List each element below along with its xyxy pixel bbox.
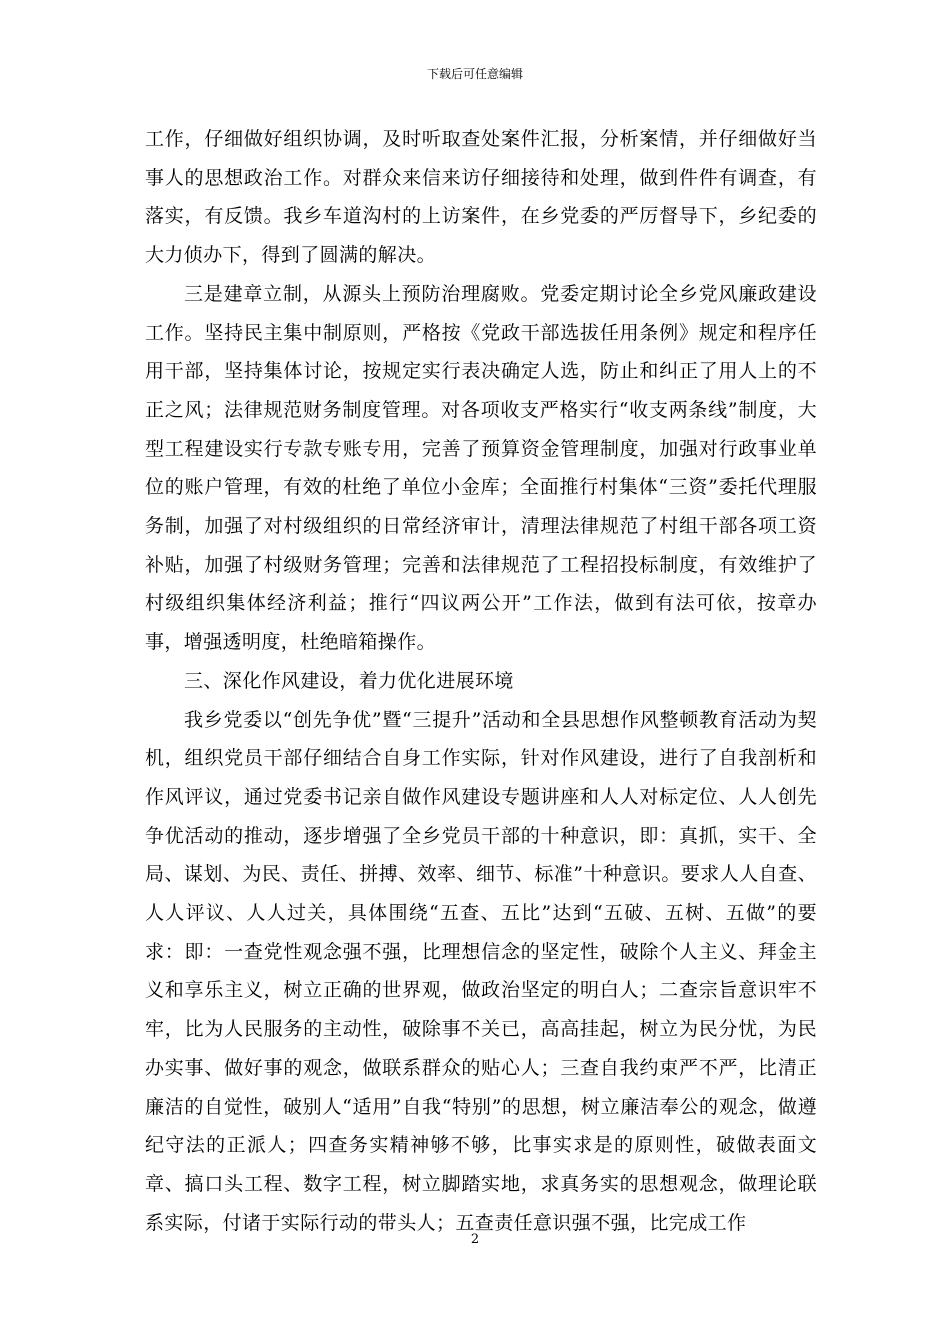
section-heading: 三、深化作风建设，着力优化进展环境 — [184, 669, 514, 692]
paragraph-continuation: 工作，仔细做好组织协调，及时听取查处案件汇报，分析案情，并仔细做好当事人的思想政治工作。对群众来信来访仔细接待和处理，做到件件有调查，有落实，有反馈。我乡车道沟村的上访案件，在乡党委的严厉督导下，乡纪委的大力侦办下，得到了圆满的解决。 — [145, 128, 817, 267]
document-body — [145, 120, 817, 1242]
page-header: 下载后可任意编辑 — [426, 67, 523, 81]
paragraph-work-style: 我乡党委以“创先争优”暨“三提升”活动和全县思想作风整顿教育活动为契机，组织党员干部仔细结合自身工作实际，针对作风建设，进行了自我剖析和作风评议，通过党委书记亲自做作风建设专题讲座和人人对标定位、人人创先争优活动的推动，逐步增强了全乡党员干部的十种意识，即：真抓，实干、全局、谋划、为民、责任、拼搏、效率、细节、标准”十种意识。要求人人自查、人人评议、人人过关，具体围绕“五查、五比”达到“五破、五树、五做”的要求：即：一查党性观念强不强，比理想信念的坚定性，破除个人主义、拜金主义和享乐主义，树立正确的世界观，做政治坚定的明白人；二查宗旨意识牢不牢，比为人民服务的主动性，破除事不关已，高高挂起，树立为民分忧，为民办实事、做好事的观念，做联系群众的贴心人；三查自我约束严不严，比清正廉洁的自觉性，破别人“适用”自我“特别”的思想，树立廉洁奉公的观念，做遵纪守法的正派人；四查务实精神够不够，比事实求是的原则性，破做表面文章、搞口头工程、数字工程，树立脚踏实地，求真务实的思想观念，做理论联系实际，付诸于实际行动的带头人；五查责任意识强不强，比完成工作 — [145, 708, 817, 1234]
page-number: 2 — [470, 1232, 480, 1247]
paragraph-institution-building: 三是建章立制，从源头上预防治理腐败。党委定期讨论全乡党风廉政建设工作。坚持民主集中制原则，严格按《党政干部选拔任用条例》规定和程序任用干部，坚持集体讨论，按规定实行表决确定人选，防止和纠正了用人上的不正之风；法律规范财务制度管理。对各项收支严格实行“收支两条线”制度，大型工程建设实行专款专账专用，完善了预算资金管理制度，加强对行政事业单位的账户管理，有效的杜绝了单位小金库；全面推行村集体“三资”委托代理服务制，加强了对村级组织的日常经济审计，清理法律规范了村组干部各项工资补贴，加强了村级财务管理；完善和法律规范了工程招投标制度，有效维护了村级组织集体经济利益；推行“四议两公开”工作法，做到有法可依，按章办事，增强透明度，杜绝暗箱操作。 — [145, 282, 817, 654]
